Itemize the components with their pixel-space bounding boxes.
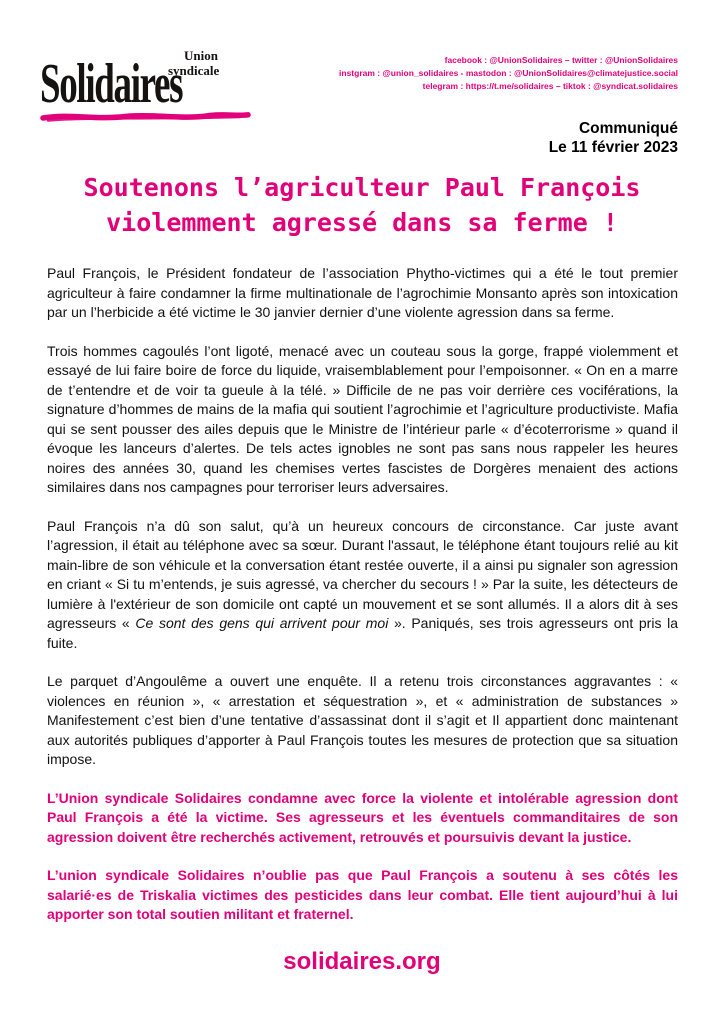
logo-brush-underline (40, 110, 252, 124)
body-paragraph-4: Le parquet d’Angoulême a ouvert une enquête. Il a retenu trois circonstances aggravantes : « violences en réunion », « arrestation et séquestration », et « administration de substances » Manifestement c’est bien d’une tentative d’assassinat dont il s’agit et Il appartient donc maintenant aux autorités publiques d’apporter à Paul François toutes les mesures de protection que sa situation impose. (47, 673, 678, 767)
statement-paragraph-1: L’Union syndicale Solidaires condamne avec force la violente et intolérable agression dont Paul François a été la victime. Ses agresseurs et les éventuels commanditaires de son agression doivent être recherchés activement, retrouvés et poursuivis devant la justice. (47, 789, 678, 845)
page-title-line1: Soutenons l’agriculteur Paul François (83, 173, 641, 202)
body-paragraph-3 (47, 517, 678, 654)
social-line-facebook-twitter[interactable]: facebook : @UnionSolidaires – twitter : @UnionSolidaires (444, 55, 678, 65)
logo-union-line1: Union (184, 48, 218, 63)
social-line-instagram-mastodon[interactable]: instgram : @union_solidaires - mastodon : @UnionSolidaires@climatejustice.social (339, 68, 678, 78)
statement-paragraph-2: L’union syndicale Solidaires n’oublie pas que Paul François a soutenu à ses côtés les salarié·es de Triskalia victimes des pesticides dans leur combat. Elle tient aujourd’hui à lui apporter son total soutien militant et fraternel. (47, 867, 678, 922)
body-paragraph-3-quote: Ce sont des gens qui arrivent pour moi (135, 615, 389, 631)
social-links (339, 54, 678, 93)
page-title (0, 170, 724, 240)
solidaires-logo (40, 42, 254, 124)
communique-body (47, 264, 678, 944)
body-paragraph-2: Trois hommes cagoulés l’ont ligoté, menacé avec un couteau sous la gorge, frappé violemment et essayé de lui faire boire de force du liquide, vraisemblablement pour l’empoisonner. « On en a marre de t’entendre et de voir ta gueule à la télé. » Difficile de ne pas voir derrière ces vociférations, la signature d’hommes de mains de la mafia qui soutient l’agrochimie et l’agriculture productiviste. Mafia qui se sent pousser des ailes depuis que le Ministre de l’intérieur parle « d’écoterrorisme » quand il évoque les lanceurs d’alertes. De tels actes ignobles ne sont pas sans nous rappeler les heures noires des années 30, quand les chemises vertes fascistes de Dorgères menaient des actions similaires dans nos campagnes pour terroriser leurs adversaires. (47, 342, 678, 495)
website-link[interactable]: solidaires.org (283, 948, 441, 975)
logo-union-syndicale (168, 48, 219, 78)
page-footer (0, 948, 724, 976)
social-line-telegram-tiktok[interactable]: telegram : https://t.me/solidaires – tiktok : @syndicat.solidaires (422, 81, 678, 91)
body-paragraph-1: Paul François, le Président fondateur de l’association Phytho-victimes qui a été le tout premier agriculteur à faire condamner la firme multinationale de l’agrochimie Monsanto après son intoxication par un l’herbicide a été victime le 30 janvier dernier d’une violente agression dans sa ferme. (47, 265, 678, 320)
document-date: Le 11 février 2023 (548, 139, 678, 156)
logo-wordmark: Solidaires (40, 53, 183, 115)
body-paragraph-3-text: Paul François n’a dû son salut, qu’à un heureux concours de circonstance. Car juste avant l’agression, il était au téléphone avec sa sœur. Durant l'assaut, le téléphone étant toujours relié au kit main-libre de son véhicule et la conversation étant restée ouverte, il a ainsi pu signaler son agression en criant « Si tu m’entends, je suis agressé, va chercher du secours ! » Par la suite, les détecteurs de lumière à l'extérieur de son domicile ont capté un mouvement et se sont allumés. Il a alors dit à ses agresseurs « (47, 517, 678, 631)
page-title-line2: violemment agressé dans sa ferme ! (106, 208, 618, 237)
document-type-label: Communiqué (578, 120, 678, 137)
body-paragraph-3-end: ». Paniqués, ses trois agresseurs ont pris la fuite. (47, 615, 679, 651)
logo-union-line2: syndicale (168, 63, 220, 78)
document-meta (549, 119, 678, 157)
